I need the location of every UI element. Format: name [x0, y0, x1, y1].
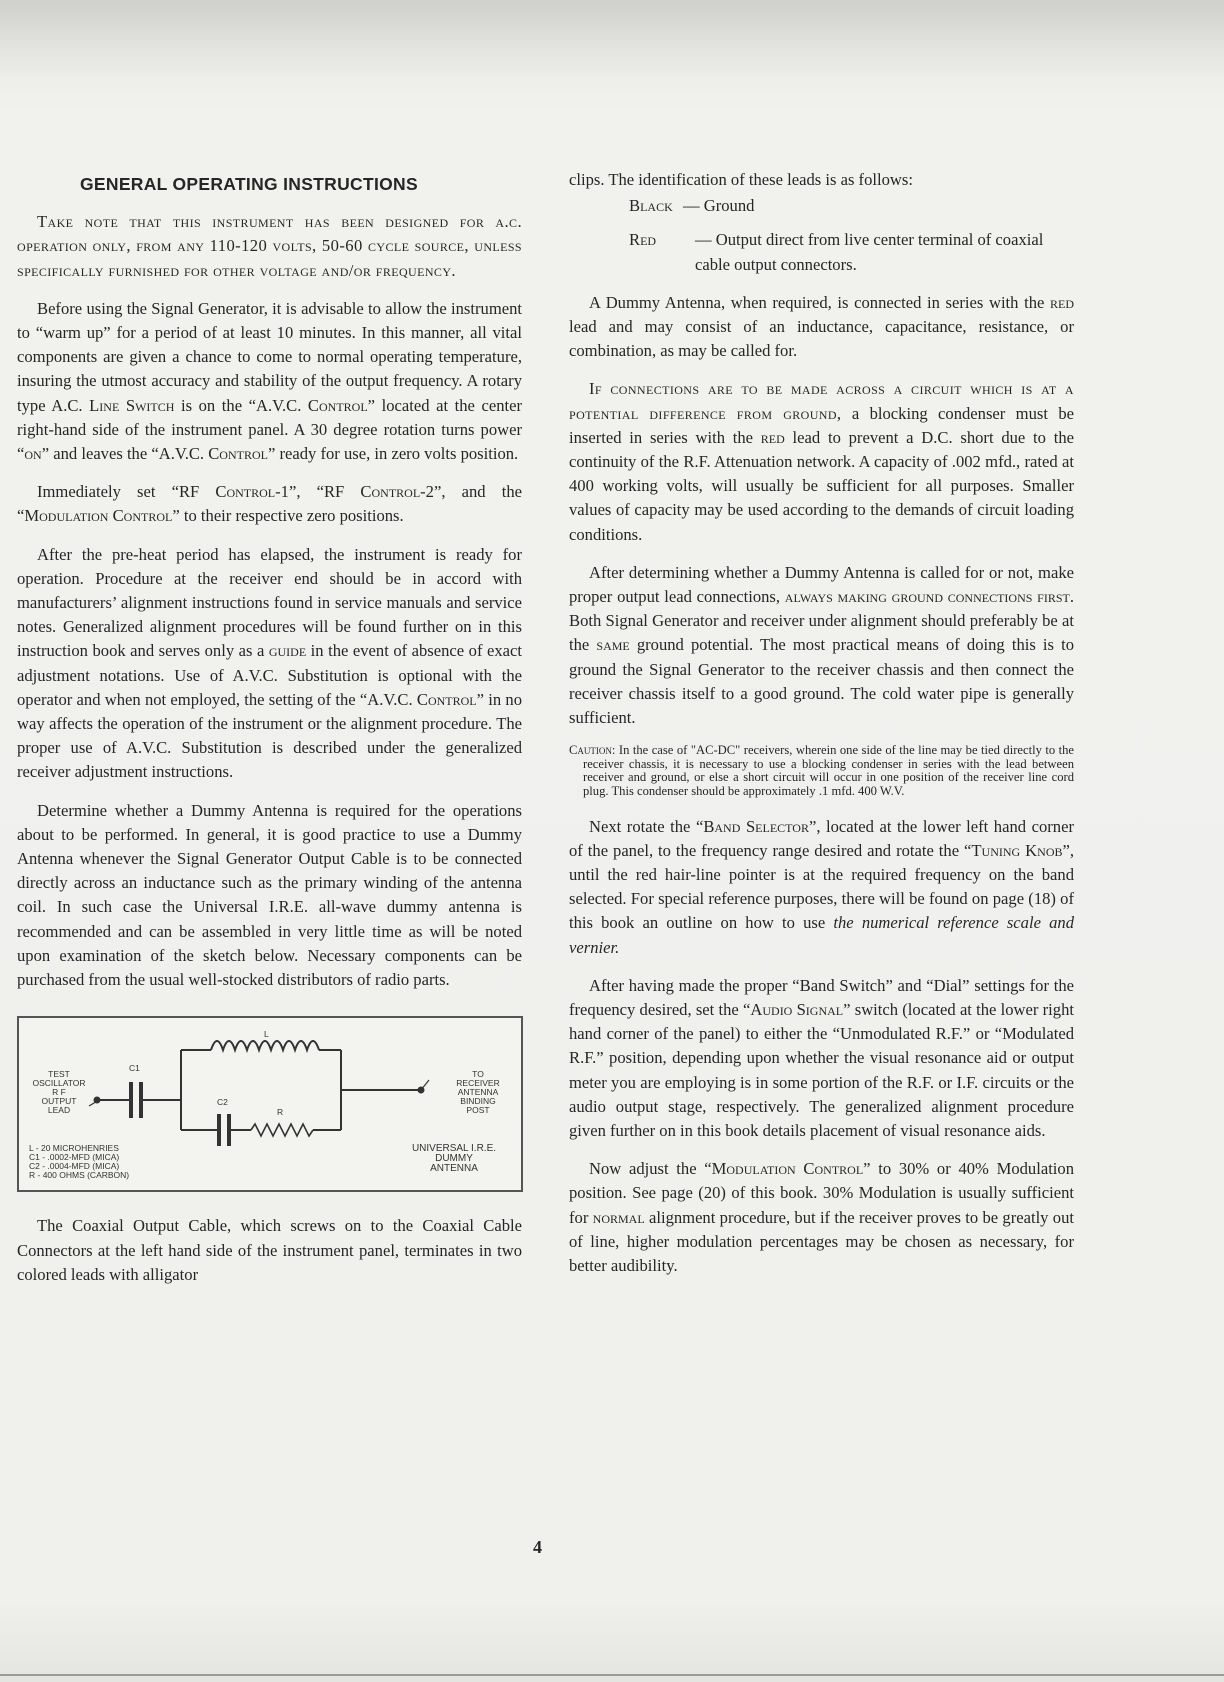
universal-ire-caption: UNIVERSAL I.R.E. DUMMY ANTENNA	[411, 1143, 497, 1175]
c2-label: C2	[217, 1097, 228, 1108]
leads-intro: clips. The identification of these leads is as follows:	[569, 170, 913, 189]
page-number: 4	[533, 1537, 542, 1557]
component-legend: L - 20 MICROHENRIES C1 - .0002-MFD (MICA) C2 - .0004-MFD (MICA) R - 400 OHMS (CARBON)	[29, 1143, 130, 1181]
blocking-condenser-paragraph: If connections are to be made across a circuit which is at a potential difference from ground, a blocking condenser must be inserted in series with the red lead to prevent a D.C. short due to the continuity of the R.F. Attenuation network. A capacity of .002 mfd., rated at 400 working volts, will usually be sufficient for all purposes. Smaller values of capacity may be used according to the demands of circuit loading conditions.	[569, 379, 1074, 544]
page-bottom-edge	[0, 1674, 1224, 1676]
dummy-series-paragraph: A Dummy Antenna, when required, is connected in series with the red lead and may consist of an inductance, capacitance, resistance, or combination, as may be called for.	[569, 292, 1074, 361]
modulation-paragraph: Now adjust the “Modulation Control” to 30% or 40% Modulation position. See page (20) of this book. 30% Modulation is usually sufficient for normal alignment procedure, but if the receiver proves to be greatly out of line, higher modulation percentages may be chosen as necessary, for better audibility.	[569, 1159, 1075, 1276]
dummy-antenna-paragraph: Determine whether a Dummy Antenna is required for the operations about to be performed. In general, it is good practice to use a Dummy Antenna whenever the Signal Generator Output Cable is to be connected directly across an inductance such as the primary winding of the antenna coil. In such case the Universal I.R.E. all-wave dummy antenna is recommended and can be assembled in very little time as will be noted upon examination of the sketch below. Necessary components can be purchased from the usual well-stocked distributors of radio parts.	[17, 800, 522, 990]
black-lead-desc: — Ground	[683, 196, 755, 216]
voltage-notice: Take note that this instrument has been designed for a.c. operation only, from any 110-120 volts, 50-60 cycle source, unless specifically furnished for other voltage and/or frequency.	[17, 212, 522, 280]
left-column	[17, 168, 522, 1301]
test-oscillator-label: TEST OSCILLATOR R F OUTPUT LEAD	[32, 1069, 86, 1116]
zero-controls-paragraph: Immediately set “RF Control-1”, “RF Control-2”, and the “Modulation Control” to their respective zero positions.	[17, 482, 523, 526]
pre-heat-paragraph: After the pre-heat period has elapsed, the instrument is ready for operation. Procedure at the receiver end should be in accord with manufacturers’ alignment instructions found in service manuals and service notes. Generalized alignment procedures will be found further on in this instruction book and serves only as a guide in the event of absence of exact adjustment notations. Use of A.V.C. Substitution is optional with the operator and when not employed, the setting of the “A.V.C. Control” in no way affects the operation of the instrument or the alignment procedure. The proper use of A.V.C. Substitution is described under the generalized receiver adjustment instructions.	[17, 544, 522, 782]
coaxial-cable-paragraph: The Coaxial Output Cable, which screws on to the Coaxial Cable Connectors at the left hand side of the instrument panel, terminates in two colored leads with alligator	[17, 1216, 522, 1284]
caution-note: Caution: In the case of "AC-DC" receivers, wherein one side of the line may be tied directly to the receiver chassis, it is necessary to use a blocking condenser in series with the lead between receiver and ground, or else a short circuit will occur in one position of the receiver line cord plug. This condenser should be approximately .1 mfd. 400 W.V.	[569, 743, 1074, 799]
inductor-label: L	[264, 1029, 269, 1040]
resistor-label: R	[277, 1107, 284, 1118]
black-lead-label: Black	[629, 196, 673, 216]
c1-label: C1	[129, 1063, 140, 1074]
red-lead-row	[629, 228, 1074, 276]
warm-up-paragraph: Before using the Signal Generator, it is advisable to allow the instrument to “warm up” for a period of at least 10 minutes. In this manner, all vital components are given a chance to come to normal operating temperature, insuring the utmost accuracy and stability of the output frequency. A rotary type A.C. Line Switch is on the “A.V.C. Control” located at the center right-hand side of the instrument panel. A 30 degree rotation turns power “on” and leaves the “A.V.C. Control” ready for use, in zero volts position.	[17, 298, 522, 464]
dummy-antenna-schematic	[17, 1016, 523, 1192]
audio-signal-paragraph: After having made the proper “Band Switch” and “Dial” settings for the frequency desired, set the “Audio Signal” switch (located at the lower right hand corner of the panel) to either the “Unmodulated R.F.” or “Modulated R.F.” position, depending upon whether the visual resonance aid or output meter you are employing is in some portion of the R.F. or I.F. circuits or the audio output stage, respectively. The generalized alignment procedure given further on in this book details placement of visual resonance aids.	[569, 975, 1074, 1141]
band-selector-paragraph: Next rotate the “Band Selector”, located at the lower left hand corner of the panel, to the frequency range desired and rotate the “Tuning Knob”, until the red hair-line pointer is at the required frequency on the band selected. For special reference purposes, there will be found on page (18) of this book an outline on how to use the numerical reference scale and vernier.	[569, 816, 1074, 957]
section-heading: GENERAL OPERATING INSTRUCTIONS	[80, 174, 418, 194]
red-lead-label: Red	[629, 230, 657, 250]
ground-connections-paragraph: After determining whether a Dummy Antenna is called for or not, make proper output lead connections, always making ground connections first. Both Signal Generator and receiver under alignment should preferably be at the same ground potential. The most practical means of doing this is to ground the Signal Generator to the receiver chassis and then connect the receiver chassis itself to a good ground. The cold water pipe is generally sufficient.	[569, 562, 1075, 728]
right-column	[569, 168, 1074, 1292]
red-lead-desc: — Output direct from live center terminal of coaxial cable output connectors.	[695, 230, 1044, 274]
receiver-antenna-label: TO RECEIVER ANTENNA BINDING POST	[456, 1069, 500, 1116]
black-lead-row	[629, 194, 1074, 218]
scan-top-shadow	[0, 0, 1224, 80]
